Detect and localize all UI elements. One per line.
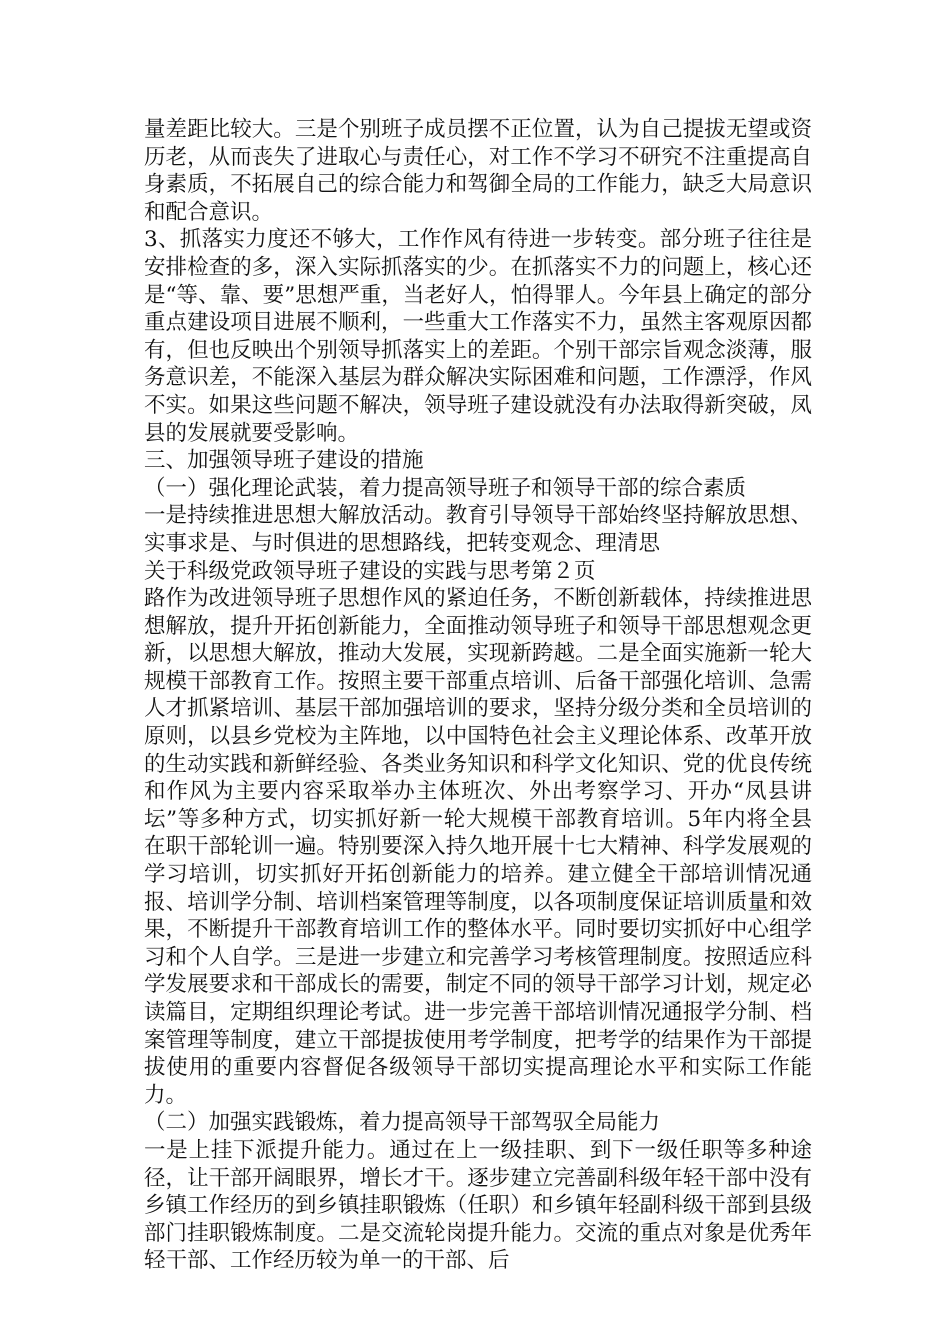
section-heading-measures: 三、加强领导班子建设的措施 bbox=[144, 448, 424, 474]
paragraph-liberation: 一是持续推进思想大解放活动。教育引导领导干部始终坚持解放思想、实事求是、与时俱进的思想路线，把转变观念、理清思 bbox=[144, 503, 812, 556]
subheading-theory: （一）强化理论武装，着力提高领导班子和领导干部的综合素质 bbox=[144, 475, 747, 501]
paragraph-rotation: 一是上挂下派提升能力。通过在上一级挂职、到下一级任职等多种途径，让干部开阔眼界，增长才干。逐步建立完善副科级年轻干部中没有乡镇工作经历的到乡镇挂职锻炼（任职）和乡镇年轻副科级干部到县级部门挂职锻炼制度。二是交流轮岗提升能力。交流的重点对象是优秀年轻干部、工作经历较为单一的干部、后 bbox=[144, 1137, 812, 1274]
page-marker: 关于科级党政领导班子建设的实践与思考第２页 bbox=[144, 558, 596, 584]
paragraph-training: 路作为改进领导班子思想作风的紧迫任务，不断创新载体，持续推进思想解放，提升开拓创新能力，全面推动领导班子和领导干部思想观念更新，以思想大解放，推动大发展，实现新跨越。二是全面实施新一轮大规模干部教育工作。按照主要干部重点培训、后备干部强化培训、急需人才抓紧培训、基层干部加强培训的要求，坚持分级分类和全员培训的原则，以县乡党校为主阵地，以中国特色社会主义理论体系、改革开放的生动实践和新鲜经验、各类业务知识和科学文化知识、党的优良传统和作风为主要内容采取举办主体班次、外出考察学习、开办“凤县讲坛”等多种方式，切实抓好新一轮大规模干部教育培训。5年内将全县在职干部轮训一遍。特别要深入持久地开展十七大精神、科学发展观的学习培训，切实抓好开拓创新能力的培养。建立健全干部培训情况通报、培训学分制、培训档案管理等制度，以各项制度保证培训质量和效果，不断提升干部教育培训工作的整体水平。同时要切实抓好中心组学习和个人自学。三是进一步建立和完善学习考核管理制度。按照适应科学发展要求和干部成长的需要，制定不同的领导干部学习计划，规定必读篇目，定期组织理论考试。进一步完善干部培训情况通报学分制、档案管理等制度，建立干部提拔使用考学制度，把考学的结果作为干部提拔使用的重要内容督促各级领导干部切实提高理论水平和实际工作能力。 bbox=[144, 586, 812, 1108]
document-page bbox=[144, 116, 812, 1275]
paragraph-point-3: 3、抓落实力度还不够大，工作作风有待进一步转变。部分班子往往是安排检查的多，深入实际抓落实的少。在抓落实不力的问题上，核心还是“等、靠、要”思想严重，当老好人，怕得罪人。今年县上确定的部分重点建设项目进展不顺利，一些重大工作落实不力，虽然主客观原因都有，但也反映出个别领导抓落实上的差距。个别干部宗旨观念淡薄，服务意识差，不能深入基层为群众解决实际困难和问题，工作漂浮，作风不实。如果这些问题不解决，领导班子建设就没有办法取得新突破，凤县的发展就要受影响。 bbox=[144, 227, 812, 446]
paragraph-intro-continuation: 量差距比较大。三是个别班子成员摆不正位置，认为自己提拔无望或资历老，从而丧失了进取心与责任心，对工作不学习不研究不注重提高自身素质，不拓展自己的综合能力和驾御全局的工作能力，缺乏大局意识和配合意识。 bbox=[144, 117, 812, 225]
subheading-practice: （二）加强实践锻炼，着力提高领导干部驾驭全局能力 bbox=[144, 1110, 661, 1136]
